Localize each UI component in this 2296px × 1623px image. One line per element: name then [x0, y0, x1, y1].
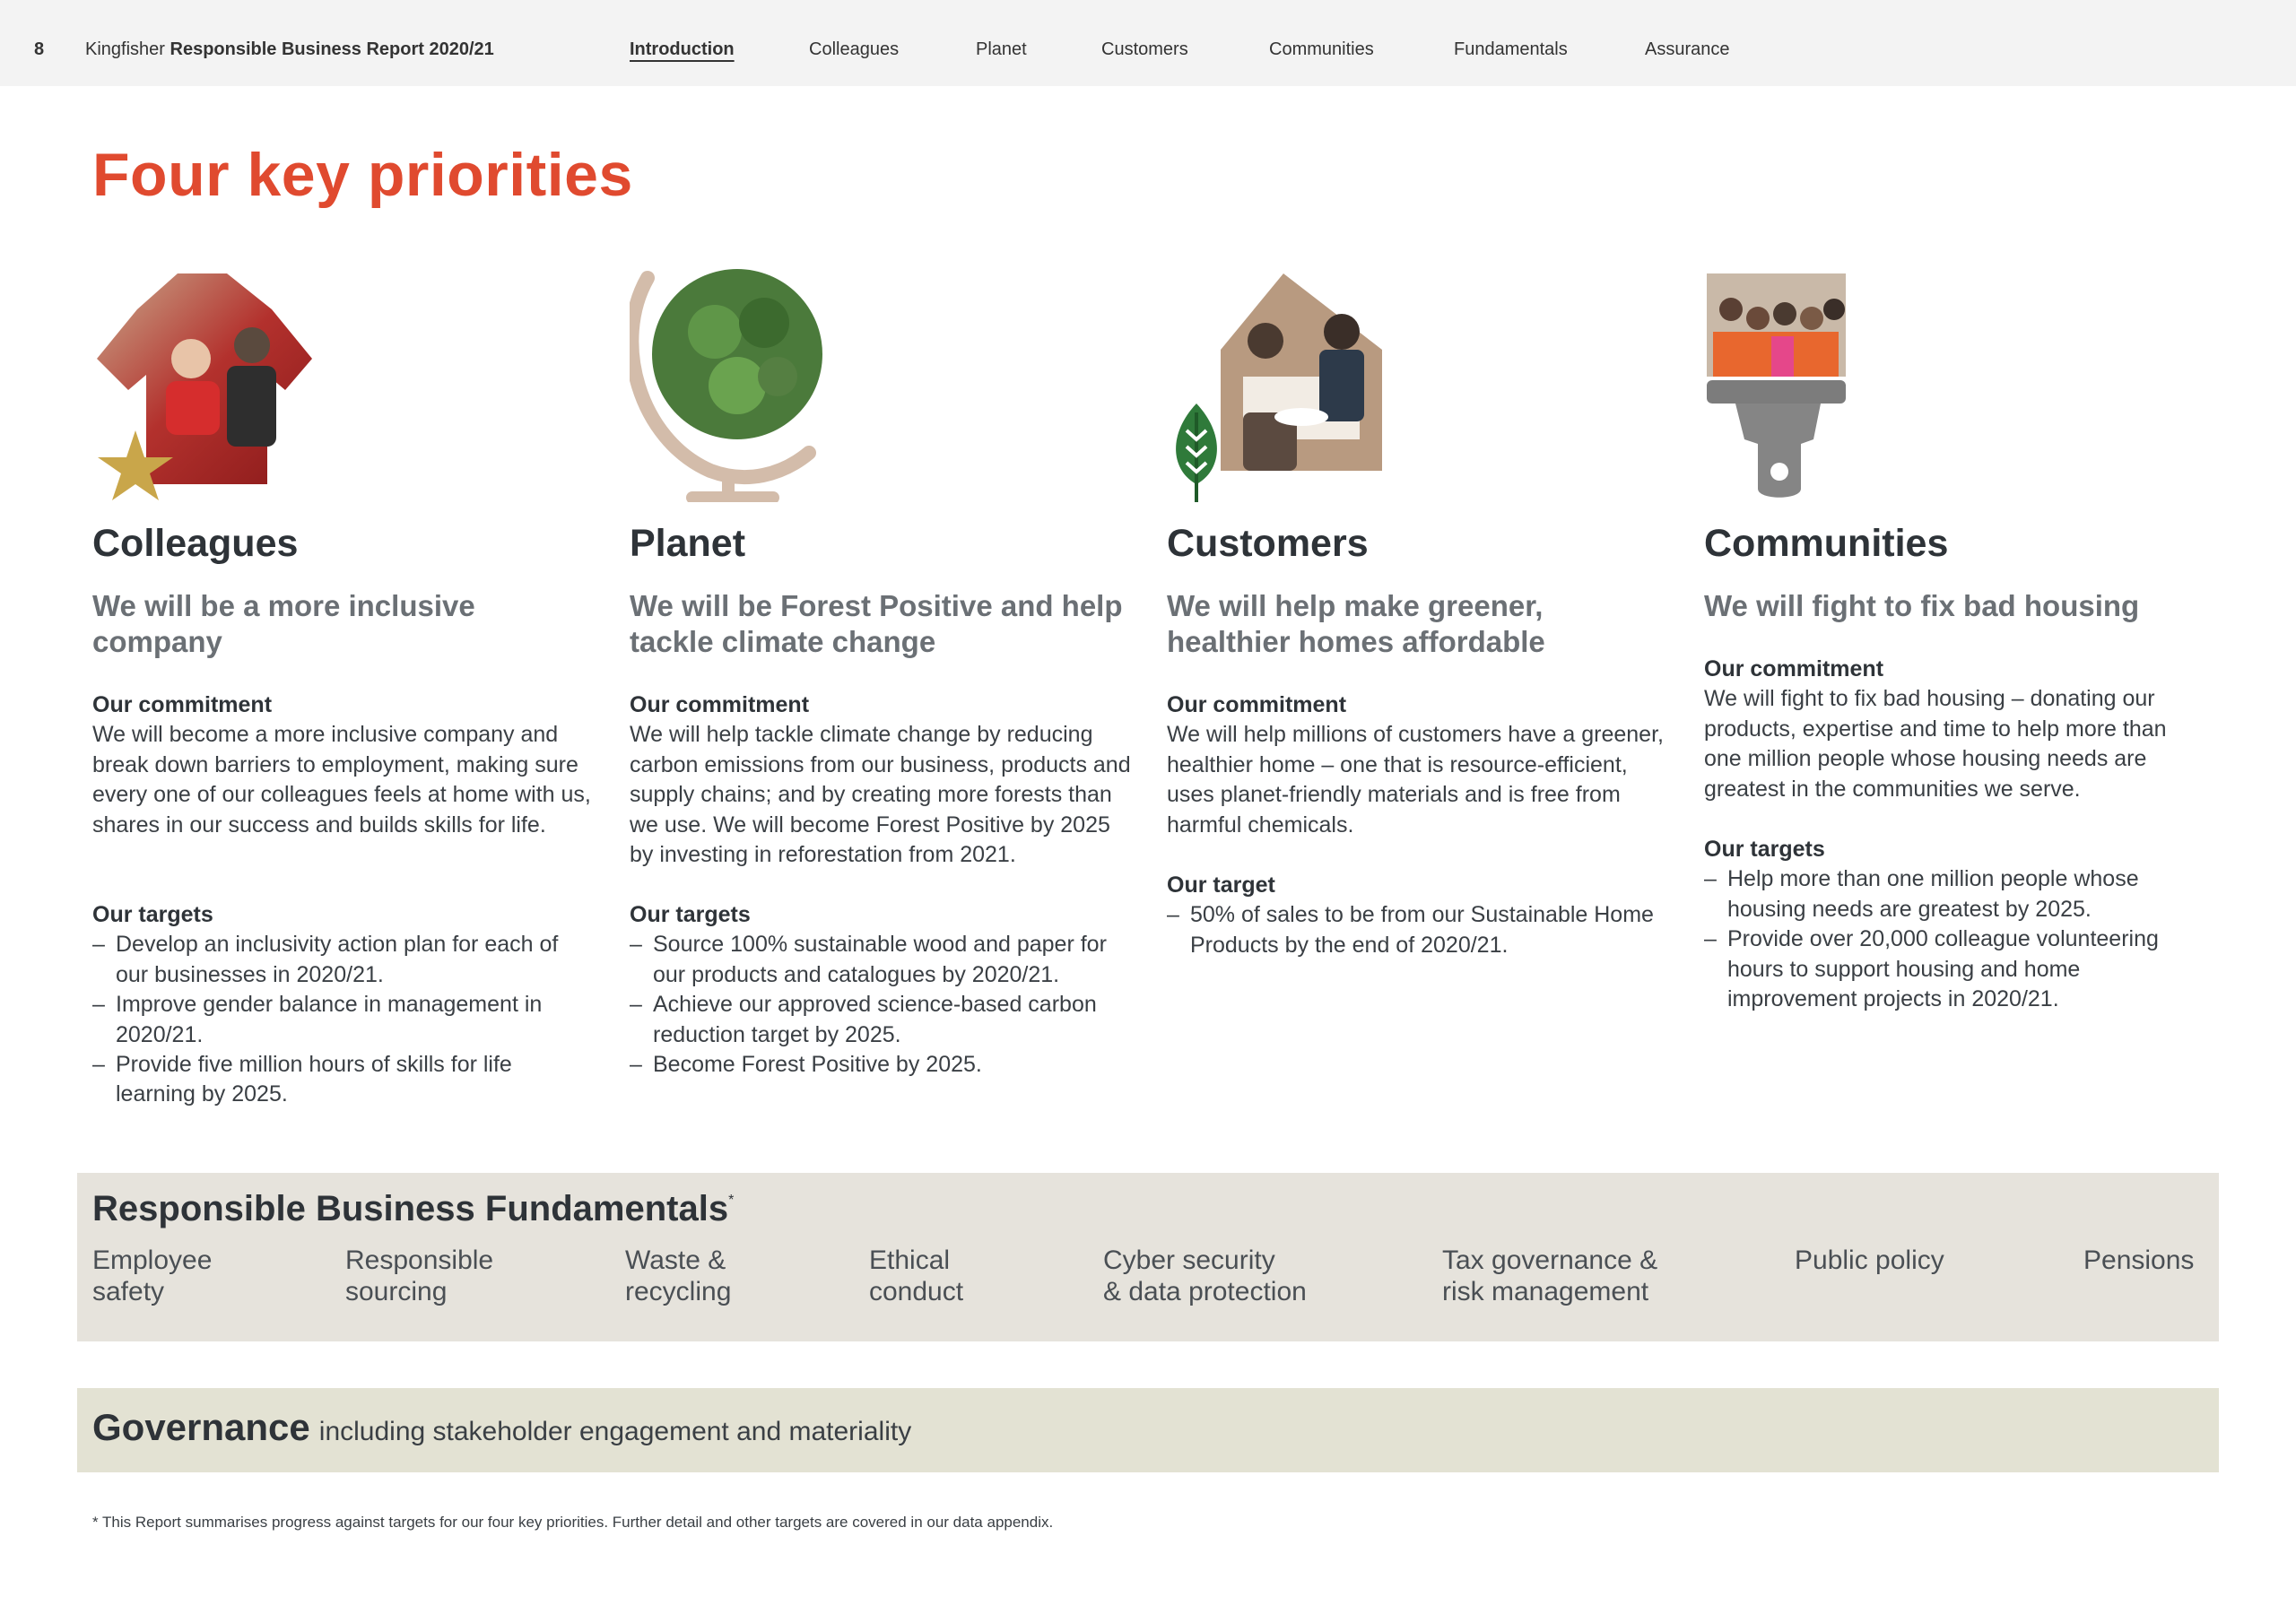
fundamental-cyber-security: Cyber security & data protection	[1103, 1245, 1307, 1306]
priority-planet	[630, 269, 1132, 1078]
fundamental-ethical-conduct: Ethical conduct	[869, 1245, 964, 1306]
top-navigation-bar	[0, 0, 2296, 86]
priority-subtitle: We will be a more inclusive company	[92, 589, 475, 658]
priority-colleagues	[92, 269, 595, 1107]
fundamental-pensions: Pensions	[2083, 1245, 2195, 1275]
fundamental-responsible-sourcing: Responsible sourcing	[345, 1245, 494, 1306]
priority-title: Communities	[1704, 522, 1949, 565]
priority-subtitle: We will fight to fix bad housing	[1704, 589, 2140, 622]
target-item: – Develop an inclusivity action plan for each of our businesses in 2020/21.	[92, 930, 595, 990]
priority-customers	[1167, 269, 1669, 958]
fundamental-waste-recycling: Waste & recycling	[625, 1245, 732, 1306]
footnote-marker: *	[728, 1193, 735, 1208]
shirt-star-icon	[92, 269, 326, 502]
fundamentals-title-text: Responsible Business Fundamentals	[92, 1189, 729, 1228]
footnote: * This Report summarises progress against targets for our four key priorities. Further detail and other targets are covered in our data appendix.	[92, 1514, 1054, 1531]
governance-subtitle: including stakeholder engagement and materiality	[318, 1417, 912, 1446]
priority-title: Customers	[1167, 522, 1369, 565]
priority-subtitle: We will help make greener, healthier homes affordable	[1167, 589, 1545, 658]
target-item: – Become Forest Positive by 2025.	[630, 1050, 1132, 1080]
governance-panel	[77, 1388, 2219, 1472]
fundamentals-title	[92, 1189, 734, 1229]
fundamental-public-policy: Public policy	[1795, 1245, 1944, 1275]
nav-fundamentals[interactable]: Fundamentals	[1454, 39, 1568, 59]
priority-title: Planet	[630, 522, 746, 565]
commitment-block	[630, 690, 1132, 870]
commitment-text: We will fight to fix bad housing – donating our products, expertise and time to help more than one million people whose housing needs are greatest in the communities we serve.	[1704, 686, 2167, 802]
report-prefix: Kingfisher	[85, 39, 165, 59]
targets-label: Our targets	[1704, 837, 1825, 862]
target-item: – Improve gender balance in management in 2020/21.	[92, 990, 595, 1050]
commitment-text: We will help millions of customers have a greener, healthier home – one that is resource-efficient, uses planet-friendly materials and is free from harmful chemicals.	[1167, 722, 1664, 838]
targets-label: Our target	[1167, 872, 1275, 898]
page-number: 8	[34, 39, 45, 59]
targets-label: Our targets	[92, 902, 213, 927]
fundamental-employee-safety: Employee safety	[92, 1245, 213, 1306]
nav-assurance[interactable]: Assurance	[1645, 39, 1730, 59]
globe-forest-icon	[630, 269, 863, 502]
target-item: – Provide five million hours of skills for life learning by 2025.	[92, 1050, 595, 1110]
targets-list	[1704, 864, 2206, 1014]
commitment-label: Our commitment	[630, 692, 810, 717]
nav-planet[interactable]: Planet	[976, 39, 1027, 59]
governance-title	[92, 1406, 911, 1449]
targets-block	[1167, 871, 1669, 960]
report-name: Responsible Business Report 2020/21	[170, 39, 494, 59]
targets-block	[630, 900, 1132, 1080]
targets-list	[630, 930, 1132, 1080]
targets-block	[92, 900, 595, 1110]
commitment-block	[1167, 690, 1669, 840]
targets-list	[1167, 900, 1669, 960]
paintbrush-icon	[1704, 269, 1937, 502]
fundamentals-panel	[77, 1173, 2219, 1341]
report-title	[85, 39, 494, 60]
commitment-block	[92, 690, 595, 840]
targets-label: Our targets	[630, 902, 751, 927]
target-item: – Source 100% sustainable wood and paper for our products and catalogues by 2020/21.	[630, 930, 1132, 990]
commitment-block	[1704, 655, 2206, 804]
commitment-label: Our commitment	[92, 692, 273, 717]
commitment-text: We will become a more inclusive company and break down barriers to employment, making sure every one of our colleagues feels at home with us, shares in our success and builds skills for life.	[92, 722, 591, 838]
governance-title-text: Governance	[92, 1406, 310, 1448]
targets-block	[1704, 835, 2206, 1014]
house-leaf-icon	[1167, 269, 1400, 502]
nav-communities[interactable]: Communities	[1269, 39, 1374, 59]
nav-colleagues[interactable]: Colleagues	[809, 39, 900, 59]
target-item: – 50% of sales to be from our Sustainable Home Products by the end of 2020/21.	[1167, 900, 1669, 960]
fundamental-tax-governance: Tax governance & risk management	[1442, 1245, 1658, 1306]
nav-introduction[interactable]: Introduction	[630, 39, 735, 59]
commitment-label: Our commitment	[1167, 692, 1347, 717]
commitment-text: We will help tackle climate change by reducing carbon emissions from our business, products and supply chains; and by creating more forests than we use. We will become Forest Positive by 2025 by investing in reforestation from 2021.	[630, 722, 1131, 868]
target-item: – Help more than one million people whose housing needs are greatest by 2025.	[1704, 864, 2206, 924]
targets-list	[92, 930, 595, 1109]
target-item: – Achieve our approved science-based carbon reduction target by 2025.	[630, 990, 1132, 1050]
priority-title: Colleagues	[92, 522, 299, 565]
priority-communities	[1704, 269, 2206, 1012]
page-headline: Four key priorities	[92, 141, 633, 209]
nav-customers[interactable]: Customers	[1101, 39, 1188, 59]
priority-subtitle: We will be Forest Positive and help tackle climate change	[630, 589, 1123, 658]
target-item: – Provide over 20,000 colleague volunteering hours to support housing and home improvement projects in 2020/21.	[1704, 924, 2206, 1014]
commitment-label: Our commitment	[1704, 656, 1884, 681]
